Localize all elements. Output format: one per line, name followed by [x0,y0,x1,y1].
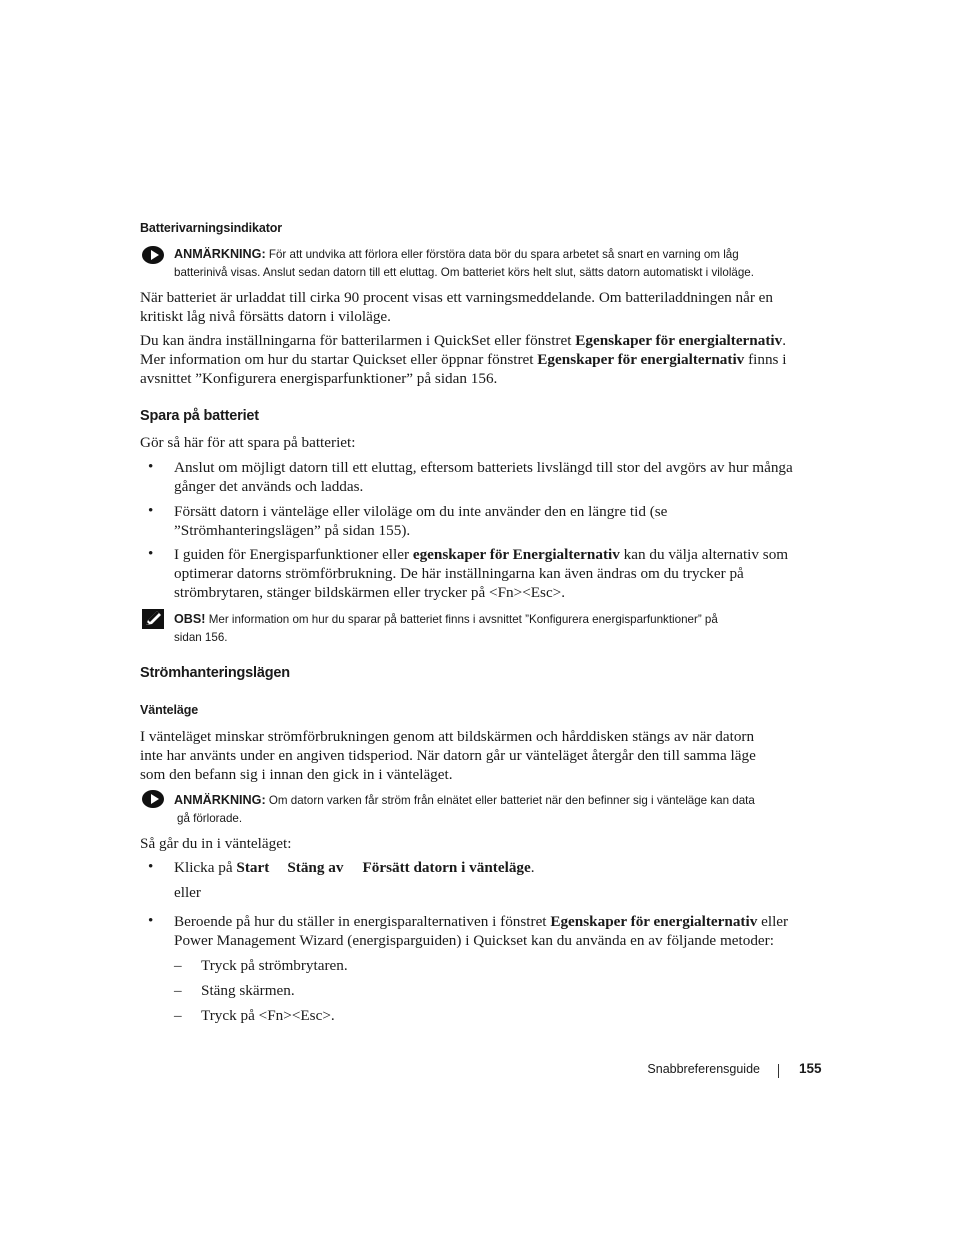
ui-term: Egenskaper för energialternativ [537,351,745,368]
list-item-click-start [174,858,535,877]
notice-standby-data-loss [174,792,824,827]
text-line: gånger det används och laddas. [174,478,364,495]
dash-glyph: – [174,982,182,999]
ui-term: egenskaper för Energialternativ [412,546,620,563]
text-line: optimerar datorns strömförbrukning. De här inställningarna kan även ändras om du trycker på [174,565,744,582]
sub-list-item: Tryck på strömbrytaren. [201,957,348,974]
menu-term-start: Start [236,859,270,876]
ui-term: Egenskaper för energialternativ [575,332,783,349]
text: kan du välja alternativ som [619,546,789,563]
text-line: ”Strömhanteringslägen” på sidan 155). [174,522,411,539]
notice-text: gå förlorade. [177,811,243,825]
footer-guide-title: Snabbreferensguide [647,1062,760,1076]
list-item [174,458,834,496]
text-line: kritiskt låg nivå försätts datorn i viloläge. [140,308,391,325]
bullet-glyph: • [148,502,154,519]
subsection-heading-standby: Vänteläge [140,703,199,717]
text-line: Power Management Wizard (energisparguiden) i Quickset kan du använda en av följande metoder: [174,932,774,949]
text: . [530,859,535,876]
paragraph-battery-level [140,288,820,326]
bullet-glyph: • [148,912,154,929]
notice-text: Om datorn varken får ström från elnätet eller batteriet när den befinner sig i vänteläge kan data [268,794,755,807]
bullet-glyph: • [148,458,154,475]
menu-term-shutdown: Stäng av [287,859,344,876]
notice-text: batterinivå visas. Anslut sedan datorn till ett eluttag. Om batteriet körs helt slut, sätts datorn automatiskt i viloläge. [174,265,754,279]
text-or: eller [174,884,201,901]
notice-battery-warning [174,246,824,281]
text-line: inte har använts under en angiven tidsperiod. När datorn går ur vänteläget återgår den till samma läge [140,747,756,764]
subsection-heading-battery-warning: Batterivarningsindikator [140,221,283,235]
page-number: 155 [799,1061,822,1076]
footer-separator [778,1064,779,1078]
paragraph-intro-save: Gör så här för att spara på batteriet: [140,434,356,451]
text: I guiden för Energisparfunktioner eller [174,546,413,563]
dash-glyph: – [174,957,182,974]
note-text: Mer information om hur du sparar på batteriet finns i avsnittet ”Konfigurera energisparfunktioner” på [208,613,718,626]
text-line: avsnittet ”Konfigurera energisparfunktioner” på sidan 156. [140,370,498,387]
note-label: OBS! [174,612,206,626]
text-line: Anslut om möjligt datorn till ett eluttag, eftersom batteriets livslängd till stor del avgörs av hur många [174,459,793,476]
sub-list-item: Tryck på <Fn><Esc>. [201,1007,335,1024]
text-line: Försätt datorn i vänteläge eller viloläge om du inte använder den en längre tid (se [174,503,668,520]
text-line: I vänteläget minskar strömförbrukningen genom att bildskärmen och hårddisken stängs av när datorn [140,728,755,745]
text-line: som den befann sig i innan den gick in i vänteläget. [140,766,453,783]
text-line: strömbrytaren, stänger bildskärmen eller trycker på <Fn><Esc>. [174,584,566,601]
note-text: sidan 156. [174,630,228,644]
notice-label: ANMÄRKNING: [174,247,266,261]
paragraph-change-settings [140,331,830,388]
bullet-glyph: • [148,545,154,562]
sub-list-item: Stäng skärmen. [201,982,295,999]
section-heading-save-battery: Spara på batteriet [140,408,259,424]
paragraph-standby-description [140,727,830,784]
note-pencil-icon [142,609,164,629]
notice-icon [142,246,164,264]
section-heading-power-modes: Strömhanteringslägen [140,665,290,681]
list-item-methods [174,912,834,950]
text: Mer information om hur du startar Quickset eller öppnar fönstret [140,351,538,368]
note-save-battery [174,611,814,646]
text: finns i [744,351,787,368]
ui-term: Egenskaper för energialternativ [550,913,758,930]
notice-text: För att undvika att förlora eller förstöra data bör du spara arbetet så snart en varning om låg [268,248,739,261]
bullet-glyph: • [148,858,154,875]
dash-glyph: – [174,1007,182,1024]
menu-term-standby: Försätt datorn i vänteläge [362,859,531,876]
notice-icon [142,790,164,808]
text: Klicka på [174,859,237,876]
text: Beroende på hur du ställer in energisparalternativen i fönstret [174,913,551,930]
paragraph-enter-standby: Så går du in i vänteläget: [140,835,292,852]
notice-label: ANMÄRKNING: [174,793,266,807]
text: eller [757,913,789,930]
list-item [174,545,834,602]
text: . [782,332,787,349]
text: Du kan ändra inställningarna för batterilarmen i QuickSet eller fönstret [140,332,576,349]
text-line: När batteriet är urladdat till cirka 90 procent visas ett varningsmeddelande. Om batteriladdningen når en [140,289,774,306]
list-item [174,502,834,540]
